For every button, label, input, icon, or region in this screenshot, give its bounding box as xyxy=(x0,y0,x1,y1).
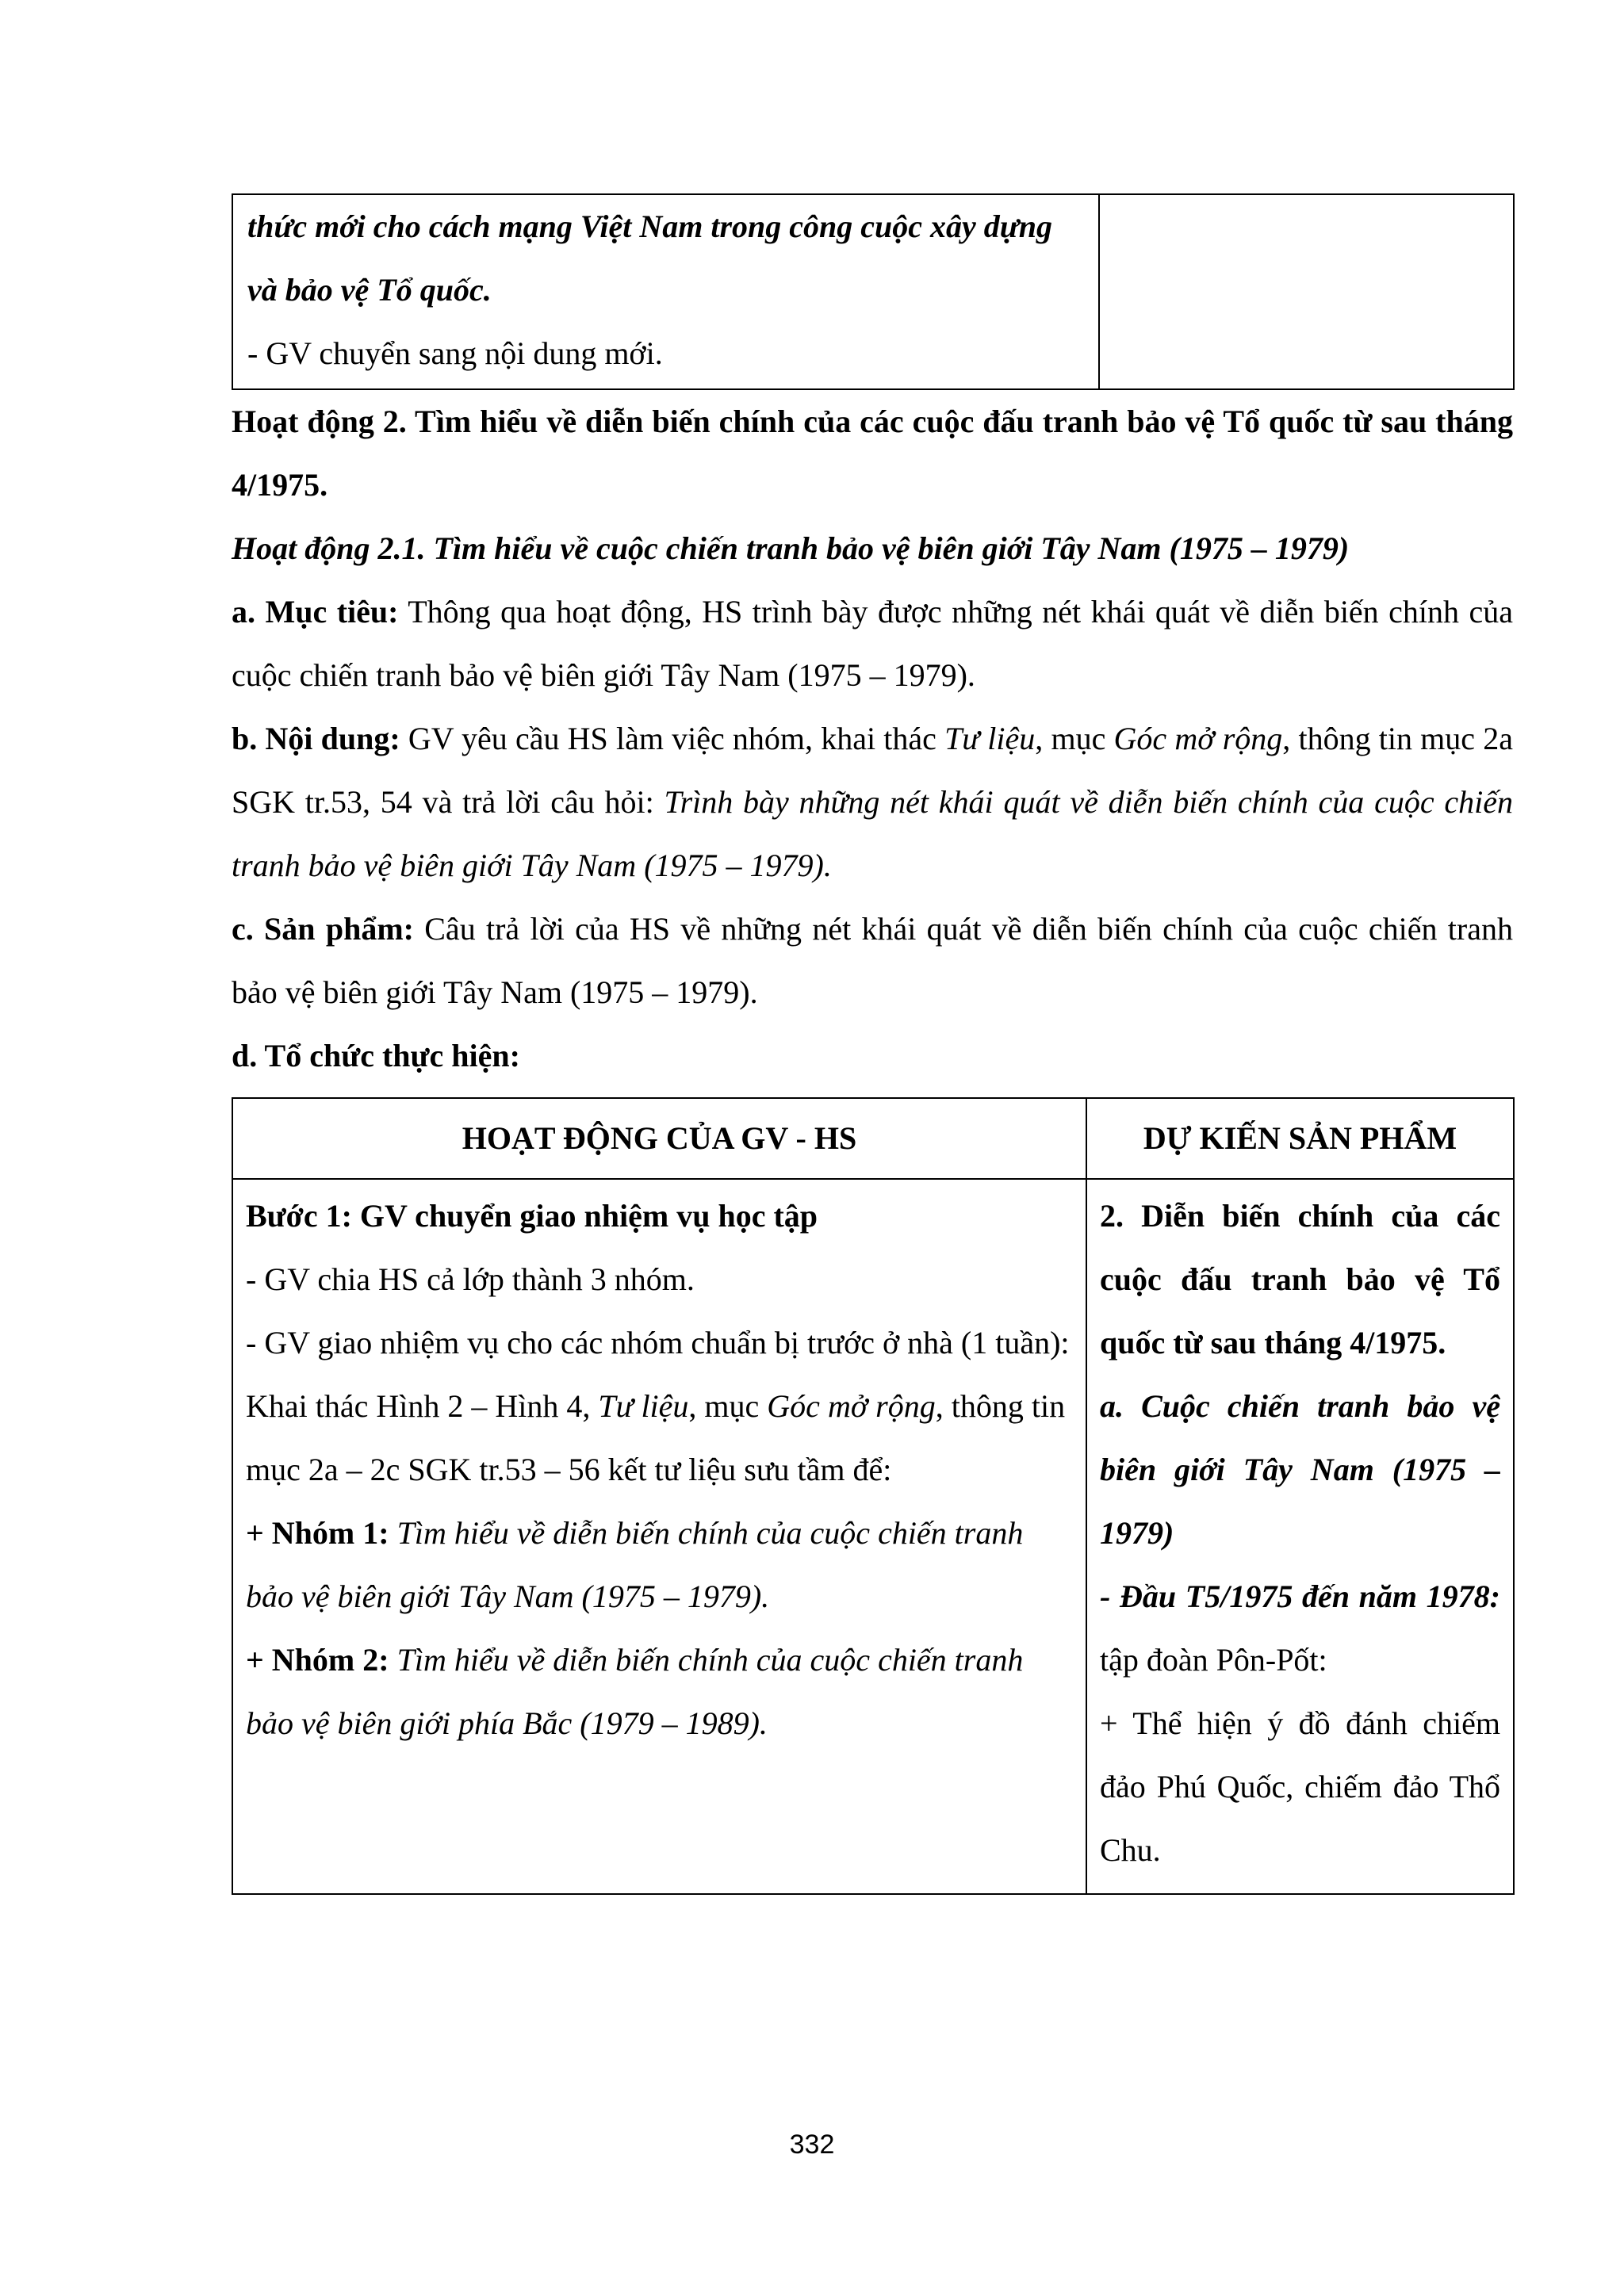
conclusion-text: thức mới cho cách mạng Việt Nam trong công cuộc xây dựng và bảo vệ Tổ quốc. xyxy=(247,209,1052,308)
organization-label: d. Tổ chức thực hiện: xyxy=(232,1038,520,1073)
continuation-table xyxy=(232,193,1515,390)
page-content xyxy=(232,193,1513,1895)
content-text-2: , mục xyxy=(1035,721,1114,756)
product-paragraph xyxy=(232,897,1513,1024)
step-1-heading: Bước 1: GV chuyển giao nhiệm vụ học tập xyxy=(246,1198,818,1234)
activity-heading: Hoạt động 2. Tìm hiểu về diễn biến chính của các cuộc đấu tranh bảo vệ Tổ quốc từ sau tháng 4/1975. xyxy=(232,404,1513,503)
group-1-task xyxy=(246,1502,1073,1628)
group-1-label: + Nhóm 1: xyxy=(246,1515,389,1551)
content-text-1: GV yêu cầu HS làm việc nhóm, khai thác xyxy=(400,721,945,756)
continuation-cell xyxy=(232,194,1099,389)
period-text: tập đoàn Pôn-Pốt: xyxy=(1100,1642,1327,1678)
activity-line-3-italic-1: Tư liệu xyxy=(598,1388,689,1424)
product-point-1: + Thể hiện ý đồ đánh chiếm đảo Phú Quốc, chiếm đảo Thổ Chu. xyxy=(1100,1705,1500,1868)
period-line xyxy=(1100,1565,1500,1692)
header-expected-product: DỰ KIẾN SẢN PHẨM xyxy=(1086,1098,1514,1179)
group-2-task xyxy=(246,1628,1073,1755)
content-italic-2: Góc mở rộng xyxy=(1113,721,1283,756)
activity-line-3-italic-2: Góc mở rộng xyxy=(767,1388,936,1424)
content-label: b. Nội dung: xyxy=(232,721,400,756)
page-number: 332 xyxy=(789,2130,835,2160)
product-heading: 2. Diễn biến chính của các cuộc đấu tranh bảo vệ Tổ quốc từ sau tháng 4/1975. xyxy=(1100,1198,1500,1360)
content-text-3: , thông tin mục 2a SGK tr.53, 54 và trả lời câu hỏi: xyxy=(232,721,1513,820)
activity-table xyxy=(232,1097,1515,1895)
product-text: Câu trả lời của HS về những nét khái quát về diễn biến chính của cuộc chiến tranh bảo vệ biên giới Tây Nam (1975 – 1979). xyxy=(232,911,1513,1010)
content-italic-1: Tư liệu xyxy=(944,721,1036,756)
activity-cell xyxy=(232,1179,1086,1894)
table-row xyxy=(232,1179,1514,1894)
empty-cell xyxy=(1099,194,1514,389)
content-paragraph xyxy=(232,707,1513,897)
objective-label: a. Mục tiêu: xyxy=(232,594,399,629)
activity-line-3-text-b: , mục xyxy=(688,1388,768,1424)
period-label: - Đầu T5/1975 đến năm 1978: xyxy=(1100,1578,1500,1614)
product-cell xyxy=(1086,1179,1514,1894)
activity-line-3-text-c: , thông tin mục 2a – 2c SGK tr.53 – 56 kết tư liệu sưu tầm để: xyxy=(246,1388,1066,1487)
product-subheading: a. Cuộc chiến tranh bảo vệ biên giới Tây Nam (1975 – 1979) xyxy=(1100,1388,1500,1551)
transition-text: - GV chuyển sang nội dung mới. xyxy=(247,335,663,371)
group-2-text: Tìm hiểu về diễn biến chính của cuộc chiến tranh bảo vệ biên giới phía Bắc (1979 – 1989). xyxy=(246,1642,1024,1741)
table-header-row xyxy=(232,1098,1514,1179)
product-label: c. Sản phẩm: xyxy=(232,911,414,947)
header-teacher-student-activity: HOẠT ĐỘNG CỦA GV - HS xyxy=(232,1098,1086,1179)
activity-line-3-text-a: Khai thác Hình 2 – Hình 4, xyxy=(246,1388,599,1424)
content-question: Trình bày những nét khái quát về diễn biến chính của cuộc chiến tranh bảo vệ biên giới Tây Nam (1975 – 1979). xyxy=(232,784,1513,883)
activity-line-2: - GV giao nhiệm vụ cho các nhóm chuẩn bị trước ở nhà (1 tuần): xyxy=(246,1325,1070,1360)
objective-text: Thông qua hoạt động, HS trình bày được những nét khái quát về diễn biến chính của cuộc chiến tranh bảo vệ biên giới Tây Nam (1975 – 1979). xyxy=(232,594,1514,693)
table-row xyxy=(232,194,1514,389)
group-1-text: Tìm hiểu về diễn biến chính của cuộc chiến tranh bảo vệ biên giới Tây Nam (1975 – 1979). xyxy=(246,1515,1024,1614)
activity-line-1: - GV chia HS cả lớp thành 3 nhóm. xyxy=(246,1261,695,1297)
objective-paragraph xyxy=(232,580,1513,707)
group-2-label: + Nhóm 2: xyxy=(246,1642,389,1678)
activity-line-3 xyxy=(246,1375,1073,1502)
sub-activity-heading: Hoạt động 2.1. Tìm hiểu về cuộc chiến tranh bảo vệ biên giới Tây Nam (1975 – 1979) xyxy=(232,530,1350,566)
